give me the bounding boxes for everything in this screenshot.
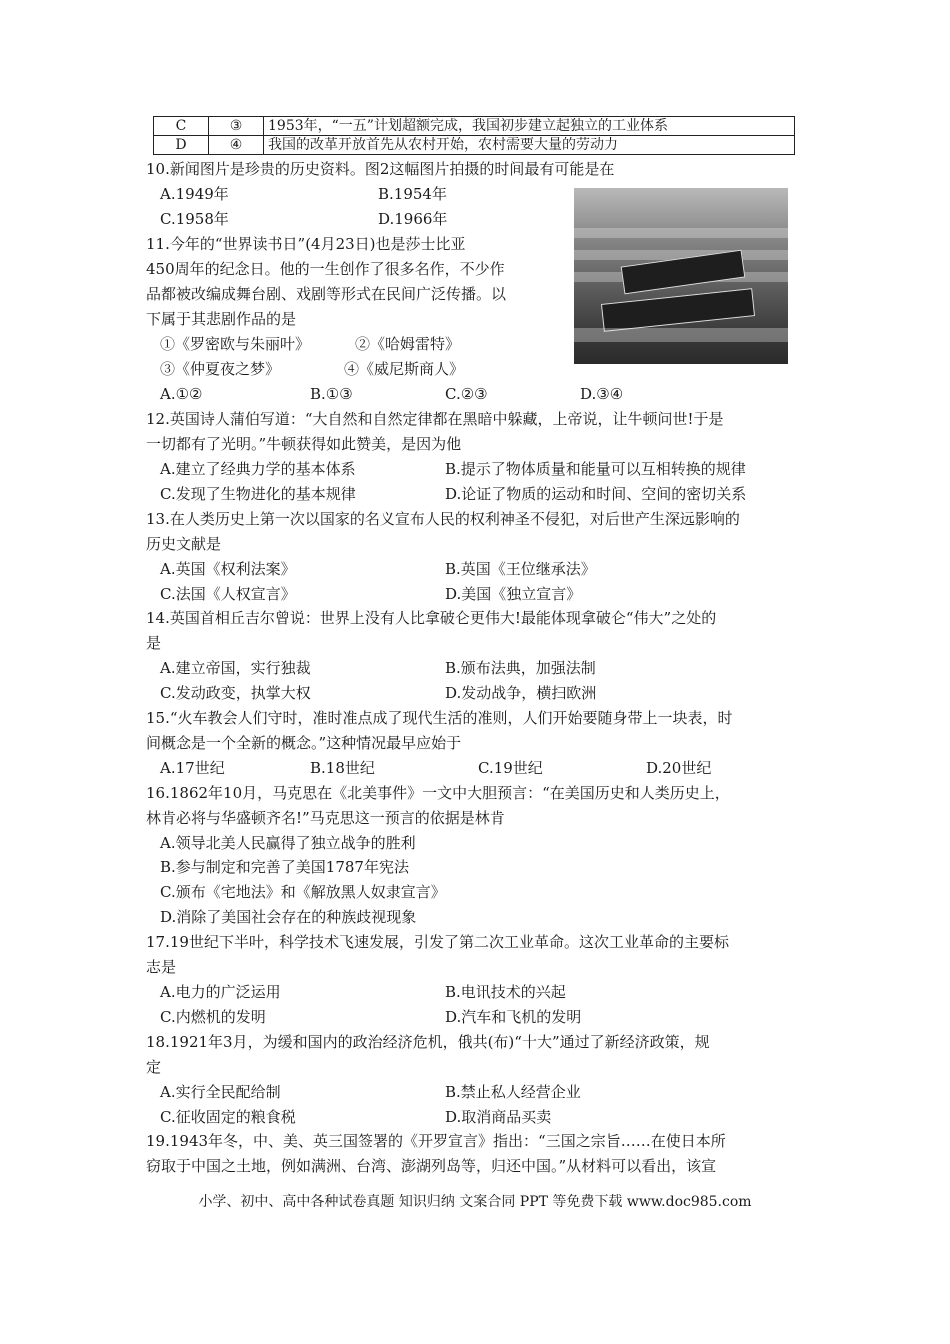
q18-option-a: A.实行全民配给制 [160,1083,281,1101]
q12-option-d: D.论证了物质的运动和时间、空间的密切关系 [445,485,747,503]
question-18-stem-line1: 18.1921年3月，为缓和国内的政治经济危机，俄共(布)“十大”通过了新经济政策，规 [146,1033,710,1051]
q11-option-d: D.③④ [580,385,624,403]
q11-option-c: C.②③ [445,385,488,403]
q18-option-b: B.禁止私人经营企业 [445,1083,581,1101]
q17-option-a: A.电力的广泛运用 [160,983,281,1001]
q14-option-c: C.发动政变，执掌大权 [160,684,311,702]
q18-option-d: D.取消商品买卖 [445,1108,552,1126]
news-photo-parade-image [574,188,788,364]
question-11-stem-line4: 下属于其悲剧作品的是 [146,310,297,328]
option-text: 1953年，“一五”计划超额完成，我国初步建立起独立的工业体系 [264,117,795,136]
q11-item-3: ③《仲夏夜之梦》 [160,360,281,378]
q11-item-4: ④《威尼斯商人》 [344,360,465,378]
q15-option-c: C.19世纪 [478,759,543,777]
q15-option-d: D.20世纪 [646,759,712,777]
q17-option-d: D.汽车和飞机的发明 [445,1008,582,1026]
q13-option-c: C.法国《人权宣言》 [160,585,296,603]
question-19-stem-line2: 窃取于中国之土地，例如满洲、台湾、澎湖列岛等，归还中国。”从材料可以看出，该宣 [146,1157,717,1175]
question-10-stem: 10.新闻图片是珍贵的历史资料。图2这幅图片拍摄的时间最有可能是在 [146,160,615,178]
question-14-stem-line1: 14.英国首相丘吉尔曾说：世界上没有人比拿破仑更伟大!最能体现拿破仑“伟大”之处的 [146,609,717,627]
q18-option-c: C.征收固定的粮食税 [160,1108,296,1126]
q17-option-b: B.电讯技术的兴起 [445,983,566,1001]
q10-option-d: D.1966年 [378,210,448,228]
q11-item-1: ①《罗密欧与朱丽叶》 [160,335,311,353]
question-13-stem-line2: 历史文献是 [146,535,222,553]
q13-option-d: D.美国《独立宣言》 [445,585,582,603]
q16-option-c: C.颁布《宅地法》和《解放黑人奴隶宣言》 [160,883,446,901]
q13-option-b: B.英国《王位继承法》 [445,560,596,578]
q10-option-a: A.1949年 [160,185,229,203]
q16-option-d: D.消除了美国社会存在的种族歧视现象 [160,908,417,926]
q15-option-a: A.17世纪 [160,759,225,777]
q14-option-b: B.颁布法典，加强法制 [445,659,596,677]
q14-option-a: A.建立帝国，实行独裁 [160,659,311,677]
question-11-stem-line2: 450周年的纪念日。他的一生创作了很多名作，不少作 [146,260,505,278]
question-11-stem-line3: 品都被改编成舞台剧、戏剧等形式在民间广泛传播。以 [146,285,507,303]
option-text: 我国的改革开放首先从农村开始，农村需要大量的劳动力 [264,136,795,155]
question-12-stem-line2: 一切都有了光明。”牛顿获得如此赞美，是因为他 [146,435,462,453]
option-number: ④ [209,136,264,155]
q14-option-d: D.发动战争，横扫欧洲 [445,684,597,702]
q11-option-b: B.①③ [310,385,353,403]
question-19-stem-line1: 19.1943年冬，中、美、英三国签署的《开罗宣言》指出：“三国之宗旨……在使日本所 [146,1132,726,1150]
question-18-stem-line2: 定 [146,1058,162,1076]
q12-option-a: A.建立了经典力学的基本体系 [160,460,356,478]
q17-option-c: C.内燃机的发明 [160,1008,266,1026]
option-letter: C [154,117,209,136]
question-15-stem-line2: 间概念是一个全新的概念。”这种情况最早应始于 [146,734,462,752]
answer-options-table [153,116,795,155]
q11-item-2: ②《哈姆雷特》 [355,335,461,353]
question-14-stem-line2: 是 [146,634,162,652]
question-16-stem-line2: 林肯必将与华盛顿齐名!”马克思这一预言的依据是林肯 [146,809,505,827]
question-17-stem-line1: 17.19世纪下半叶，科学技术飞速发展，引发了第二次工业革命。这次工业革命的主要标 [146,933,729,951]
option-letter: D [154,136,209,155]
table-row [154,117,795,136]
option-number: ③ [209,117,264,136]
page-footer: 小学、初中、高中各种试卷真题 知识归纳 文案合同 PPT 等免费下载 www.doc985.com [198,1194,752,1210]
question-15-stem-line1: 15.“火车教会人们守时，准时准点成了现代生活的准则，人们开始要随身带上一块表，时 [146,709,733,727]
q13-option-a: A.英国《权利法案》 [160,560,296,578]
q11-option-a: A.①② [160,385,203,403]
question-16-stem-line1: 16.1862年10月，马克思在《北美事件》一文中大胆预言：“在美国历史和人类历史上， [146,784,730,802]
q16-option-b: B.参与制定和完善了美国1787年宪法 [160,858,409,876]
question-13-stem-line1: 13.在人类历史上第一次以国家的名义宣布人民的权利神圣不侵犯，对后世产生深远影响的 [146,510,740,528]
q12-option-c: C.发现了生物进化的基本规律 [160,485,356,503]
question-12-stem-line1: 12.英国诗人蒲伯写道：“大自然和自然定律都在黑暗中躲藏，上帝说，让牛顿问世!于是 [146,410,724,428]
q10-option-c: C.1958年 [160,210,229,228]
q16-option-a: A.领导北美人民赢得了独立战争的胜利 [160,834,416,852]
question-11-stem-line1: 11.今年的“世界读书日”(4月23日)也是莎士比亚 [146,235,466,253]
q15-option-b: B.18世纪 [310,759,375,777]
table-row [154,136,795,155]
q12-option-b: B.提示了物体质量和能量可以互相转换的规律 [445,460,746,478]
question-17-stem-line2: 志是 [146,958,177,976]
q10-option-b: B.1954年 [378,185,447,203]
